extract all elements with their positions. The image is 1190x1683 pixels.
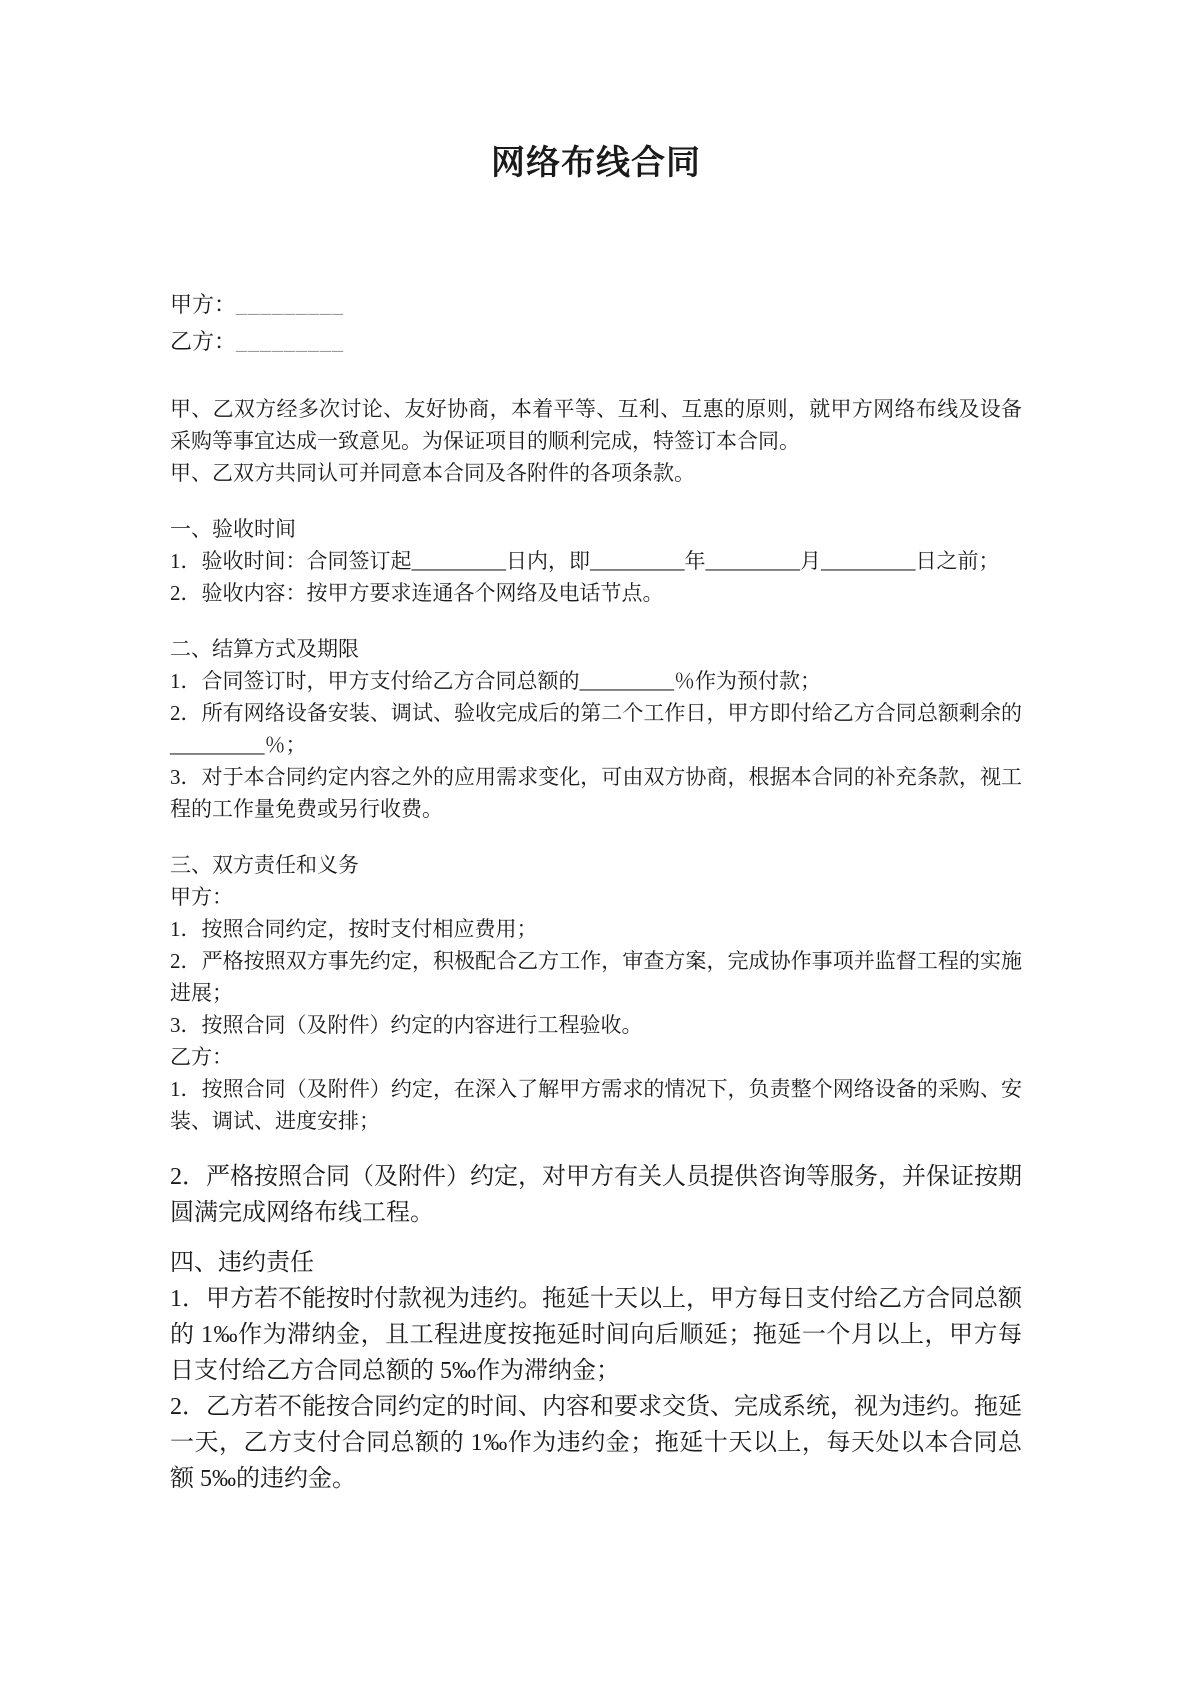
document-title: 网络布线合同 [491,145,701,182]
section-1-heading: 一、验收时间 [170,517,296,541]
section-3-party-a-item-2: 2．严格按照双方事先约定，积极配合乙方工作，审查方案，完成协作事项并监督工程的实施进展； [170,949,1022,1005]
party-b-label: 乙方： [170,329,237,354]
section-3-party-b-label: 乙方： [170,1045,233,1069]
section-4-item-2: 2．乙方若不能按合同约定的时间、内容和要求交货、完成系统，视为违约。拖延一天，乙方支付合同总额的 1‰作为违约金；拖延十天以上，每天处以本合同总额 5‰的违约金。 [170,1394,1022,1492]
section-4-item-1: 1．甲方若不能按时付款视为违约。拖延十天以上，甲方每日支付给乙方合同总额的 1‰作为滞纳金，且工程进度按拖延时间向后顺延；拖延一个月以上，甲方每日支付给乙方合同总额的 5‰作为滞纳金； [170,1286,1022,1384]
party-a-blank: _________ [236,292,345,317]
section-3-heading: 三、双方责任和义务 [170,853,359,877]
section-3-party-a-item-3: 3．按照合同（及附件）约定的内容进行工程验收。 [170,1013,643,1037]
intro-agreement-line: 甲、乙双方共同认可并同意本合同及各附件的各项条款。 [170,461,695,485]
section-2-item-3: 3．对于本合同约定内容之外的应用需求变化，可由双方协商，根据本合同的补充条款，视工程的工作量免费或另行收费。 [170,765,1022,821]
section-1-item-1: 1．验收时间：合同签订起_________日内，即_________年_________月_________日之前； [170,549,1000,573]
intro-paragraph: 甲、乙双方经多次讨论、友好协商，本着平等、互利、互惠的原则，就甲方网络布线及设备采购等事宜达成一致意见。为保证项目的顺利完成，特签订本合同。 [170,397,1022,453]
section-1-item-2: 2．验收内容：按甲方要求连通各个网络及电话节点。 [170,581,664,605]
section-2-heading: 二、结算方式及期限 [170,637,359,661]
party-a-line [170,286,1022,323]
party-b-line [170,323,1022,360]
party-b-blank: _________ [236,329,345,354]
section-3-party-a-item-1: 1．按照合同约定，按时支付相应费用； [170,917,538,941]
party-block [170,286,1022,360]
party-a-label: 甲方： [170,292,237,317]
section-2-item-1: 1．合同签订时，甲方支付给乙方合同总额的_________％作为预付款； [170,669,821,693]
section-4-heading: 四、违约责任 [170,1250,314,1276]
section-3-party-b-item-2: 2．严格按照合同（及附件）约定，对甲方有关人员提供咨询等服务，并保证按期圆满完成网络布线工程。 [170,1164,1022,1226]
section-3-party-b-item-1: 1．按照合同（及附件）约定，在深入了解甲方需求的情况下，负责整个网络设备的采购、安装、调试、进度安排； [170,1077,1022,1133]
section-2-item-2: 2．所有网络设备安装、调试、验收完成后的第二个工作日，甲方即付给乙方合同总额剩余的_________％； [170,701,1022,757]
section-3-party-a-label: 甲方： [170,885,233,909]
